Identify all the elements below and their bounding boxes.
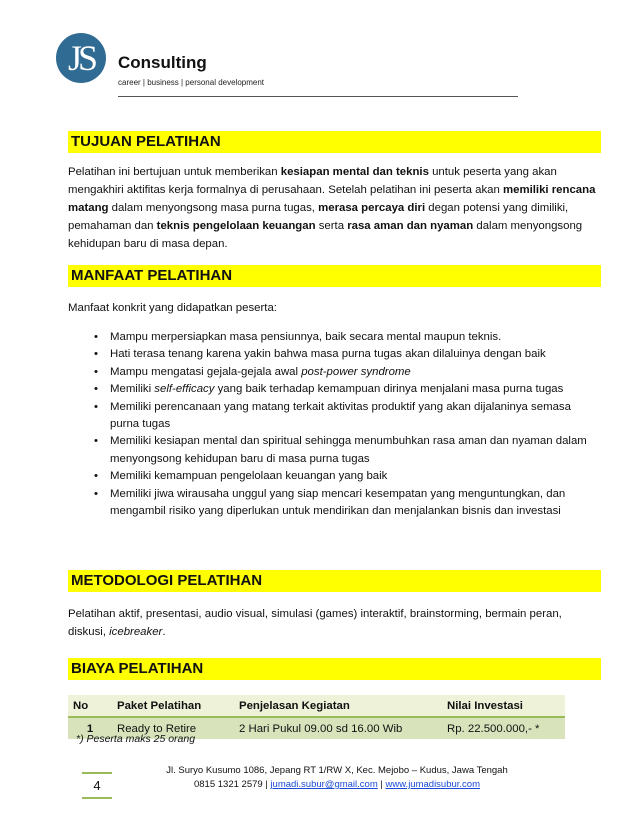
header-divider [118, 96, 518, 97]
section-title-biaya: BIAYA PELATIHAN [68, 658, 601, 680]
contact-line [122, 778, 552, 792]
section-title-manfaat: MANFAAT PELATIHAN [68, 265, 601, 287]
table-header-row [68, 695, 565, 717]
list-item: • Mampu mengatasi gejala-gejala awal post-power syndrome [68, 364, 603, 381]
cell-no: 1 [68, 717, 112, 739]
website-link[interactable]: www.jumadisubur.com [385, 779, 481, 790]
list-item: • Mampu merpersiapkan masa pensiunnya, baik secara mental maupun teknis. [68, 329, 603, 346]
page-number: 4 [82, 775, 112, 799]
col-header-penjelasan: Penjelasan Kegiatan [234, 695, 442, 717]
address-line: Jl. Suryo Kusumo 1086, Jepang RT 1/RW X, Kec. Mejobo – Kudus, Jawa Tengah [166, 765, 508, 776]
js-logo [56, 33, 106, 83]
phone-text: 0815 1321 2579 | [193, 779, 271, 790]
table-footnote: *) Peserta maks 25 orang [76, 733, 196, 745]
brand-name: Consulting [118, 53, 207, 72]
cell-paket: Ready to Retire [112, 717, 234, 739]
tujuan-paragraph: Pelatihan ini bertujuan untuk memberikan kesiapan mental dan teknis untuk peserta yang akan mengakhiri aktifitas kerja formalnya di perusahaan. Setelah pelatihan ini peserta akan memiliki rencana matang dalam menyongsong masa purna tugas, merasa percaya diri degan potensi yang dimiliki, pemahaman dan teknis pengelolaan keuangan serta rasa aman dan nyaman dalam menyongsong kehidupan baru di masa depan. [68, 166, 596, 250]
logo-letters: JS [67, 38, 95, 78]
col-header-nilai: Nilai Investasi [442, 695, 565, 717]
page-number-rule [82, 772, 112, 774]
list-item: • Memiliki self-efficacy yang baik terhadap kemampuan dirinya menjalani masa purna tugas [68, 381, 603, 398]
list-item: • Memiliki kemampuan pengelolaan keuangan yang baik [68, 468, 603, 485]
manfaat-intro: Manfaat konkrit yang didapatkan peserta: [68, 302, 277, 314]
list-item: • Memiliki kesiapan mental dan spiritual sehingga menumbuhkan rasa aman dan nyaman dalam menyongsong kehidupan baru di masa purna tugas [68, 433, 603, 468]
metodologi-paragraph: Pelatihan aktif, presentasi, audio visual, simulasi (games) interaktif, brainstorming, bermain peran, diskusi, icebreaker. [68, 608, 562, 638]
list-item: • Memiliki jiwa wirausaha unggul yang siap mencari kesempatan yang menguntungkan, dan mengambil risiko yang diperlukan untuk mendirikan dan menjalankan bisnis dan investasi [68, 486, 603, 521]
section-title-metodologi: METODOLOGI PELATIHAN [68, 570, 601, 592]
footer-address [122, 764, 552, 792]
contact-separator: | [377, 779, 386, 790]
brand-tagline: career | business | personal development [118, 78, 265, 87]
section-title-tujuan: TUJUAN PELATIHAN [68, 131, 601, 153]
email-link[interactable]: jumadi.subur@gmail.com [270, 779, 378, 790]
col-header-no: No [68, 695, 112, 717]
col-header-paket: Paket Pelatihan [112, 695, 234, 717]
manfaat-list [68, 329, 603, 520]
list-item: • Hati terasa tenang karena yakin bahwa masa purna tugas akan dilaluinya dengan baik [68, 346, 603, 363]
cell-nilai: Rp. 22.500.000,- * [442, 717, 565, 739]
cell-penjelasan: 2 Hari Pukul 09.00 sd 16.00 Wib [234, 717, 442, 739]
list-item: • Memiliki perencanaan yang matang terkait aktivitas produktif yang akan dijalaninya semasa purna tugas [68, 399, 603, 434]
